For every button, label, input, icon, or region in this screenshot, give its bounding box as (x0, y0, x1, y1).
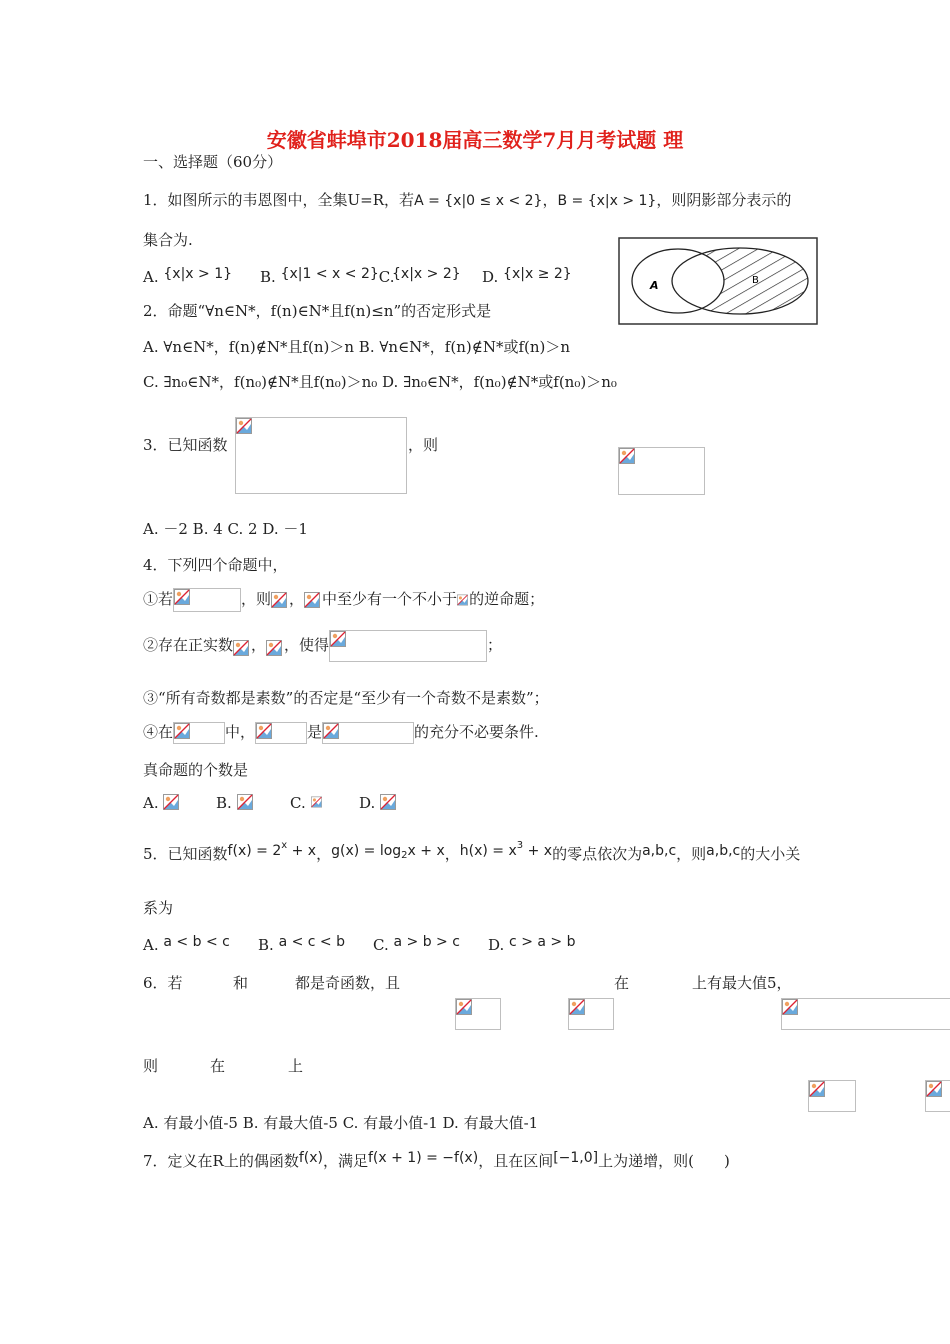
question-3-options: A. －2 B. 4 C. 2 D. －1 (143, 520, 308, 538)
text: 5．已知函数 (143, 845, 228, 863)
option-value: a > b > c (393, 934, 460, 950)
q1-option-a (143, 268, 232, 286)
question-5-stem: 5．已知函数$f(x) = 2^x + x$，$g(x) = \log_2x + x$，$h(x) = x^3 + x$的零点依次为a,b,c，则a,b,c的大小关 (143, 840, 801, 863)
option-value: {x|x > 1} (163, 266, 233, 282)
text: ， (289, 590, 305, 608)
option-value: {x|x > 2} (392, 266, 461, 282)
venn-label-b: B (752, 275, 759, 286)
option-label: B. (216, 794, 232, 812)
set-b-formula: B = {x|x > 1} (557, 193, 657, 209)
option-value: c > a > b (509, 934, 576, 950)
formula-part: 3 (516, 840, 524, 851)
text: ，则 (676, 845, 707, 863)
text: 7．定义在R上的偶函数 (143, 1152, 299, 1170)
option-label: D. (359, 794, 376, 812)
formula-part: x + x (407, 843, 445, 859)
question-6-then: 则 (143, 1057, 159, 1075)
q4-statement-4 (143, 720, 539, 744)
question-1-stem-cont: 集合为. (143, 231, 193, 249)
formula-image-value (618, 447, 705, 495)
formula-image (925, 1080, 950, 1112)
question-6-text-tail: 上有最大值5， (692, 974, 792, 992)
text: ④在 (143, 723, 174, 741)
formula-part: g(x) = log (331, 843, 402, 859)
formula-image (233, 636, 251, 656)
option-label: C. (290, 794, 306, 812)
q4-option-c (290, 794, 323, 814)
formula-image (311, 794, 323, 814)
formula-image (329, 630, 487, 662)
formula-image (455, 998, 501, 1030)
document-title: 安徽省蚌埠市2018届高三数学7月月考试题 理 (266, 128, 684, 152)
option-label: A. (143, 936, 159, 954)
section-heading: 一、选择题（60分） (143, 153, 283, 171)
text: 的充分不必要条件. (414, 723, 539, 741)
question-6-stem: 6．若 (143, 974, 183, 992)
venn-diagram (618, 237, 818, 325)
option-label: D. (482, 268, 499, 286)
formula-image-function (235, 417, 407, 494)
text: 是 (307, 723, 323, 741)
text: ； (487, 636, 503, 654)
option-label: C. (373, 936, 389, 954)
q4-option-d (359, 794, 398, 814)
separator: ， (542, 191, 558, 209)
text: 的零点依次为 (552, 845, 643, 863)
q4-count-prompt: 真命题的个数是 (143, 761, 249, 779)
formula-image (173, 722, 225, 744)
text: ②存在正实数 (143, 636, 234, 654)
formula-part: + x (523, 843, 553, 859)
q1-text-tail: ，则阴影部分表示的 (656, 191, 792, 209)
question-6-in: 在 (614, 974, 630, 992)
formula-image (304, 590, 322, 610)
text: ， (251, 636, 267, 654)
question-3-mid: ，则 (408, 436, 439, 454)
question-6-and: 和 (233, 974, 249, 992)
question-2-options-cd: C. ∃n₀∈N*，f(n₀)∉N*且f(n₀)＞n₀ D. ∃n₀∈N*，f(n₀)∉N*或f(n₀)＞n₀ (143, 373, 617, 391)
formula-image (322, 722, 414, 744)
formula-image (255, 722, 307, 744)
question-2-options-ab: A. ∀n∈N*，f(n)∉N*且f(n)＞n B. ∀n∈N*，f(n)∉N*或f(n)＞n (143, 338, 571, 356)
option-label: A. (143, 268, 159, 286)
formula-part: + x (287, 843, 317, 859)
question-1-stem (143, 190, 791, 211)
option-value: a < b < c (163, 934, 230, 950)
text: 中， (225, 723, 256, 741)
q4-statement-3: ③“所有奇数都是素数”的否定是“至少有一个奇数不是素数”； (143, 689, 549, 707)
set-a-formula: A = {x|0 ≤ x < 2} (414, 193, 543, 209)
option-label: C. (378, 268, 395, 286)
option-value: a < c < b (278, 934, 346, 950)
q4-statement-1 (143, 586, 544, 612)
venn-label-a: A (650, 279, 659, 292)
q5-option-a (143, 936, 230, 954)
option-label: D. (488, 936, 505, 954)
question-5-stem-cont: 系为 (143, 899, 174, 917)
formula-g (331, 843, 445, 859)
formula-h (459, 840, 553, 859)
question-6-options: A. 有最小值-5 B. 有最大值-5 C. 有最小值-1 D. 有最大值-1 (143, 1114, 539, 1132)
formula-part: x (281, 840, 288, 851)
q5-option-c (373, 936, 460, 954)
formula-interval: [−1,0] (553, 1150, 599, 1166)
formula-image (266, 636, 284, 656)
q1-option-b (260, 268, 394, 286)
q1-text: 1．如图所示的韦恩图中，全集U=R，若 (143, 191, 415, 209)
option-value: {x|1 < x < 2} (280, 266, 379, 282)
text: 中至少有一个不小于 (322, 590, 458, 608)
text: ，满足 (322, 1152, 368, 1170)
question-3-stem: 3．已知函数 (143, 436, 228, 454)
option-label: B. (260, 268, 276, 286)
text: ，则 (241, 590, 272, 608)
formula-image (237, 794, 255, 814)
formula-part: h(x) = x (459, 843, 517, 859)
text: 的大小关 (740, 845, 801, 863)
formula-part: f(x) = 2 (227, 843, 282, 859)
q5-option-d (488, 936, 575, 954)
q4-statement-2 (143, 630, 502, 662)
question-6-in2: 在 (210, 1057, 226, 1075)
q4-option-b (216, 794, 255, 814)
text: ，使得 (284, 636, 330, 654)
text: ①若 (143, 590, 174, 608)
formula-image (457, 590, 469, 610)
question-2-stem: 2．命题“∀n∈N*，f(n)∈N*且f(n)≤n”的否定形式是 (143, 302, 492, 320)
question-6-on: 上 (288, 1057, 304, 1075)
question-4-stem: 4．下列四个命题中， (143, 556, 288, 574)
formula-f (227, 840, 317, 859)
question-6-text: 都是奇函数，且 (295, 974, 401, 992)
formula-image (808, 1080, 856, 1112)
q1-option-d (482, 268, 572, 286)
option-value: {x|x ≥ 2} (503, 266, 572, 282)
option-label: B. (258, 936, 274, 954)
question-7-stem (143, 1151, 730, 1172)
formula-image (380, 794, 398, 814)
option-label: A. (143, 794, 159, 812)
q4-option-a (143, 794, 181, 814)
formula-part: 2 (401, 850, 408, 861)
formula-abc: a,b,c (706, 843, 741, 859)
text: 的逆命题； (469, 590, 545, 608)
q5-option-b (258, 936, 345, 954)
formula-fx: f(x) (298, 1150, 323, 1166)
formula-image (163, 794, 181, 814)
formula-condition: f(x + 1) = −f(x) (368, 1150, 479, 1166)
formula-image (568, 998, 614, 1030)
formula-image (781, 998, 950, 1030)
q1-option-c (392, 264, 461, 282)
text: 上为递增，则( ) (598, 1152, 730, 1170)
formula-image (173, 588, 241, 612)
formula-abc: a,b,c (642, 843, 677, 859)
formula-image (271, 590, 289, 610)
text: ，且在区间 (478, 1152, 554, 1170)
